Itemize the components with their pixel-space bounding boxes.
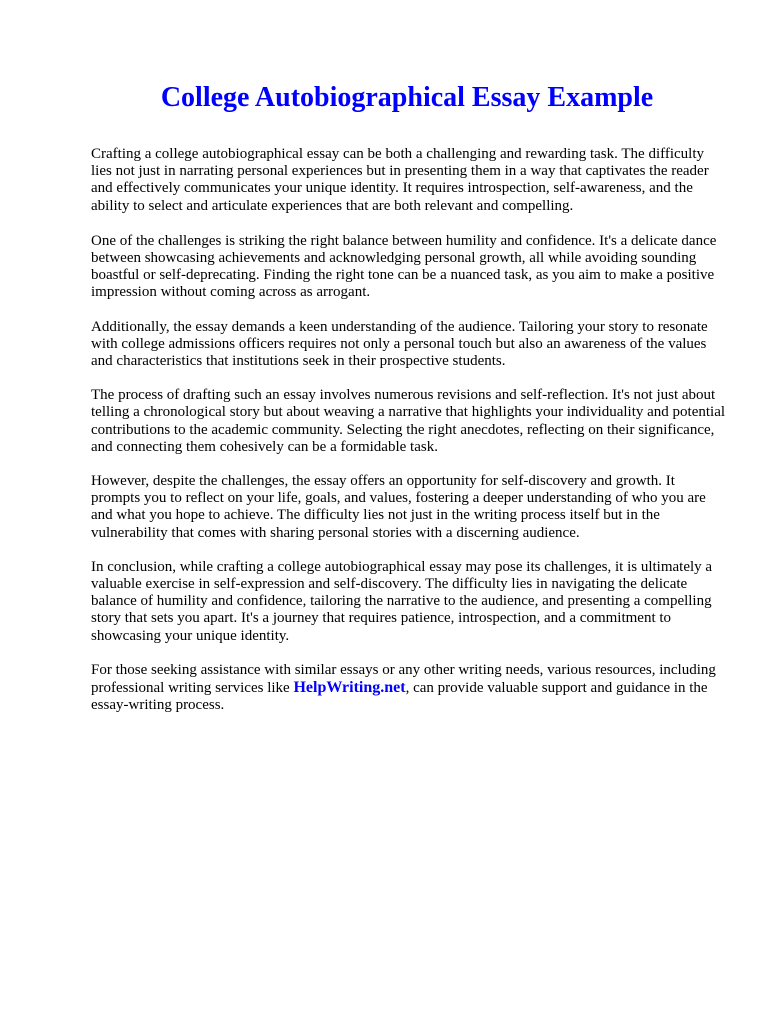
paragraph-4: The process of drafting such an essay involves numerous revisions and self-reflection. It's not just about telling a chronological story but about weaving a narrative that highlights your individuality and potential contributions to the academic community. Selecting the right anecdotes, reflecting on their significance, and connecting them cohesively can be a formidable task. bbox=[91, 387, 726, 455]
page-title: College Autobiographical Essay Example bbox=[160, 82, 654, 113]
helpwriting-link[interactable]: HelpWriting.net bbox=[293, 679, 406, 697]
closing-text-after-link: , can provide valuable support and guidance in the essay-writing process. bbox=[91, 680, 708, 714]
paragraph-2: One of the challenges is striking the right balance between humility and confidence. It's a delicate dance between showcasing achievements and acknowledging personal growth, all while avoiding sounding boastful or self-deprecating. Finding the right tone can be a nuanced task, as you aim to make a positive impression without coming across as arrogant. bbox=[91, 232, 717, 301]
closing-paragraph bbox=[91, 662, 727, 715]
closing-text-before-link: For those seeking assistance with similar essays or any other writing needs, various resources, including professional writing services like bbox=[91, 661, 716, 697]
paragraph-5: However, despite the challenges, the essay offers an opportunity for self-discovery and growth. It prompts you to reflect on your life, goals, and values, fostering a deeper understanding of who you are and what you hope to achieve. The difficulty lies not just in the writing process itself but in the vulnerability that comes with sharing personal stories with a discerning audience. bbox=[91, 473, 706, 541]
essay-body bbox=[91, 146, 727, 731]
paragraph-1: Crafting a college autobiographical essay can be both a challenging and rewarding task. The difficulty lies not just in narrating personal experiences but in presenting them in a way that captivates the reader and effectively communicates your unique identity. It requires introspection, self-awareness, and the ability to select and articulate experiences that are both relevant and compelling. bbox=[91, 146, 709, 214]
paragraph-3: Additionally, the essay demands a keen understanding of the audience. Tailoring your story to resonate with college admissions officers requires not only a personal touch but also an awareness of the values and characteristics that institutions seek in their prospective students. bbox=[91, 318, 708, 370]
paragraph-6: In conclusion, while crafting a college autobiographical essay may pose its challenges, it is ultimately a valuable exercise in self-expression and self-discovery. The difficulty lies in navigating the delicate balance of humility and confidence, tailoring the narrative to the audience, and presenting a compelling story that sets you apart. It's a journey that requires patience, introspection, and a commitment to showcasing your unique identity. bbox=[91, 558, 713, 644]
